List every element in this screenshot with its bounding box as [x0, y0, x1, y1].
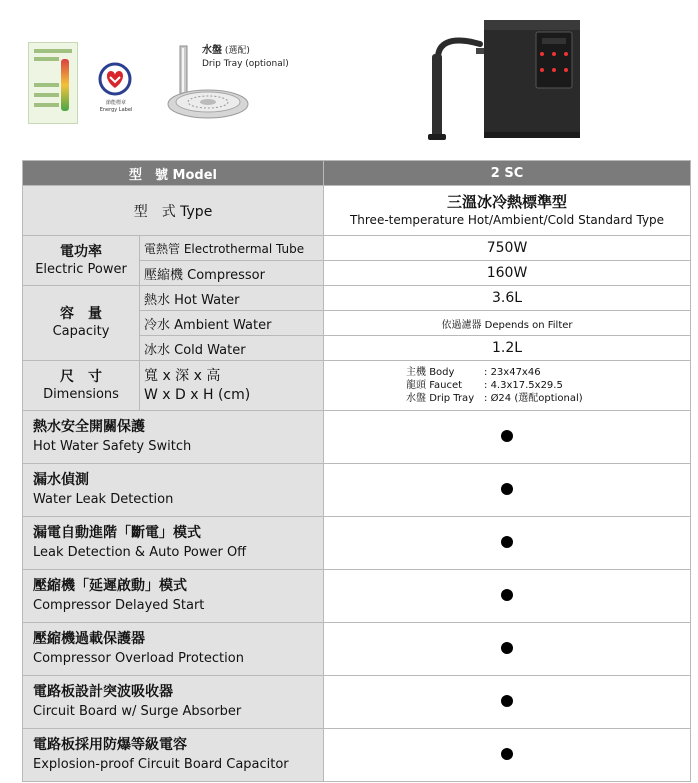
feature-label: 壓縮機「延遲啟動」模式 Compressor Delayed Start [23, 570, 324, 623]
feature-check [324, 623, 691, 676]
dimensions-values [324, 361, 691, 411]
type-label: 型 式 Type [23, 186, 324, 236]
feature-label: 電路板採用防爆等級電容 Explosion-proof Circuit Board Capacitor [23, 729, 324, 782]
energy-efficiency-card-image [28, 42, 78, 124]
dimension-faucet: 龍頭 Faucet : 4.3x17.5x29.5 [406, 380, 563, 391]
feature-row [23, 623, 691, 676]
feature-label: 壓縮機過載保護器 Compressor Overload Protection [23, 623, 324, 676]
feature-check [324, 411, 691, 464]
bullet-dot-icon [501, 536, 513, 548]
feature-row [23, 676, 691, 729]
bullet-dot-icon [501, 483, 513, 495]
type-value: 三溫冰冷熱標準型 Three-temperature Hot/Ambient/Cold Standard Type [324, 186, 691, 236]
capacity-cold-value: 1.2L [324, 336, 691, 361]
dimensions-label: 尺 寸 Dimensions [23, 361, 140, 411]
capacity-label: 容 量 Capacity [23, 286, 140, 361]
feature-label: 電路板設計突波吸收器 Circuit Board w/ Surge Absorber [23, 676, 324, 729]
bullet-dot-icon [501, 748, 513, 760]
feature-label: 熱水安全開關保護 Hot Water Safety Switch [23, 411, 324, 464]
product-header [0, 0, 698, 160]
bullet-dot-icon [501, 430, 513, 442]
type-row [23, 186, 691, 236]
capacity-ambient-name: 冷水 Ambient Water [140, 311, 324, 336]
feature-check [324, 676, 691, 729]
feature-row [23, 570, 691, 623]
feature-label: 漏水偵測 Water Leak Detection [23, 464, 324, 517]
model-label: 型 號 Model [23, 161, 324, 186]
table-header-row [23, 161, 691, 186]
feature-check [324, 464, 691, 517]
water-dispenser-image [418, 14, 588, 144]
dimensions-unit: 寬 x 深 x 高 W x D x H (cm) [140, 361, 324, 411]
power-compressor-value: 160W [324, 261, 691, 286]
power-tube-name: 電熱管 Electrothermal Tube [140, 236, 324, 261]
feature-row [23, 411, 691, 464]
dimension-body: 主機 Body : 23x47x46 [406, 367, 541, 378]
energy-label-caption: 節能標章 Energy Label [99, 100, 133, 113]
feature-check [324, 570, 691, 623]
power-row-tube [23, 236, 691, 261]
power-label: 電功率 Electric Power [23, 236, 140, 286]
feature-check [324, 729, 691, 782]
bullet-dot-icon [501, 642, 513, 654]
feature-row [23, 517, 691, 570]
capacity-row-hot [23, 286, 691, 311]
power-tube-value: 750W [324, 236, 691, 261]
dimensions-row [23, 361, 691, 411]
drip-tray-label: 水盤 (選配) Drip Tray (optional) [202, 45, 289, 69]
capacity-cold-name: 冰水 Cold Water [140, 336, 324, 361]
model-value: 2 SC [324, 161, 691, 186]
bullet-dot-icon [501, 589, 513, 601]
bullet-dot-icon [501, 695, 513, 707]
feature-label: 漏電自動進階「斷電」模式 Leak Detection & Auto Power Off [23, 517, 324, 570]
capacity-ambient-value: 依過濾器 Depends on Filter [324, 311, 691, 336]
feature-row [23, 464, 691, 517]
feature-row [23, 729, 691, 782]
capacity-hot-value: 3.6L [324, 286, 691, 311]
feature-check [324, 517, 691, 570]
capacity-hot-name: 熱水 Hot Water [140, 286, 324, 311]
power-compressor-name: 壓縮機 Compressor [140, 261, 324, 286]
dimension-drip-tray: 水盤 Drip Tray : Ø24 (選配optional) [406, 393, 583, 404]
specification-table [22, 160, 691, 782]
energy-label-logo-icon [98, 62, 132, 96]
